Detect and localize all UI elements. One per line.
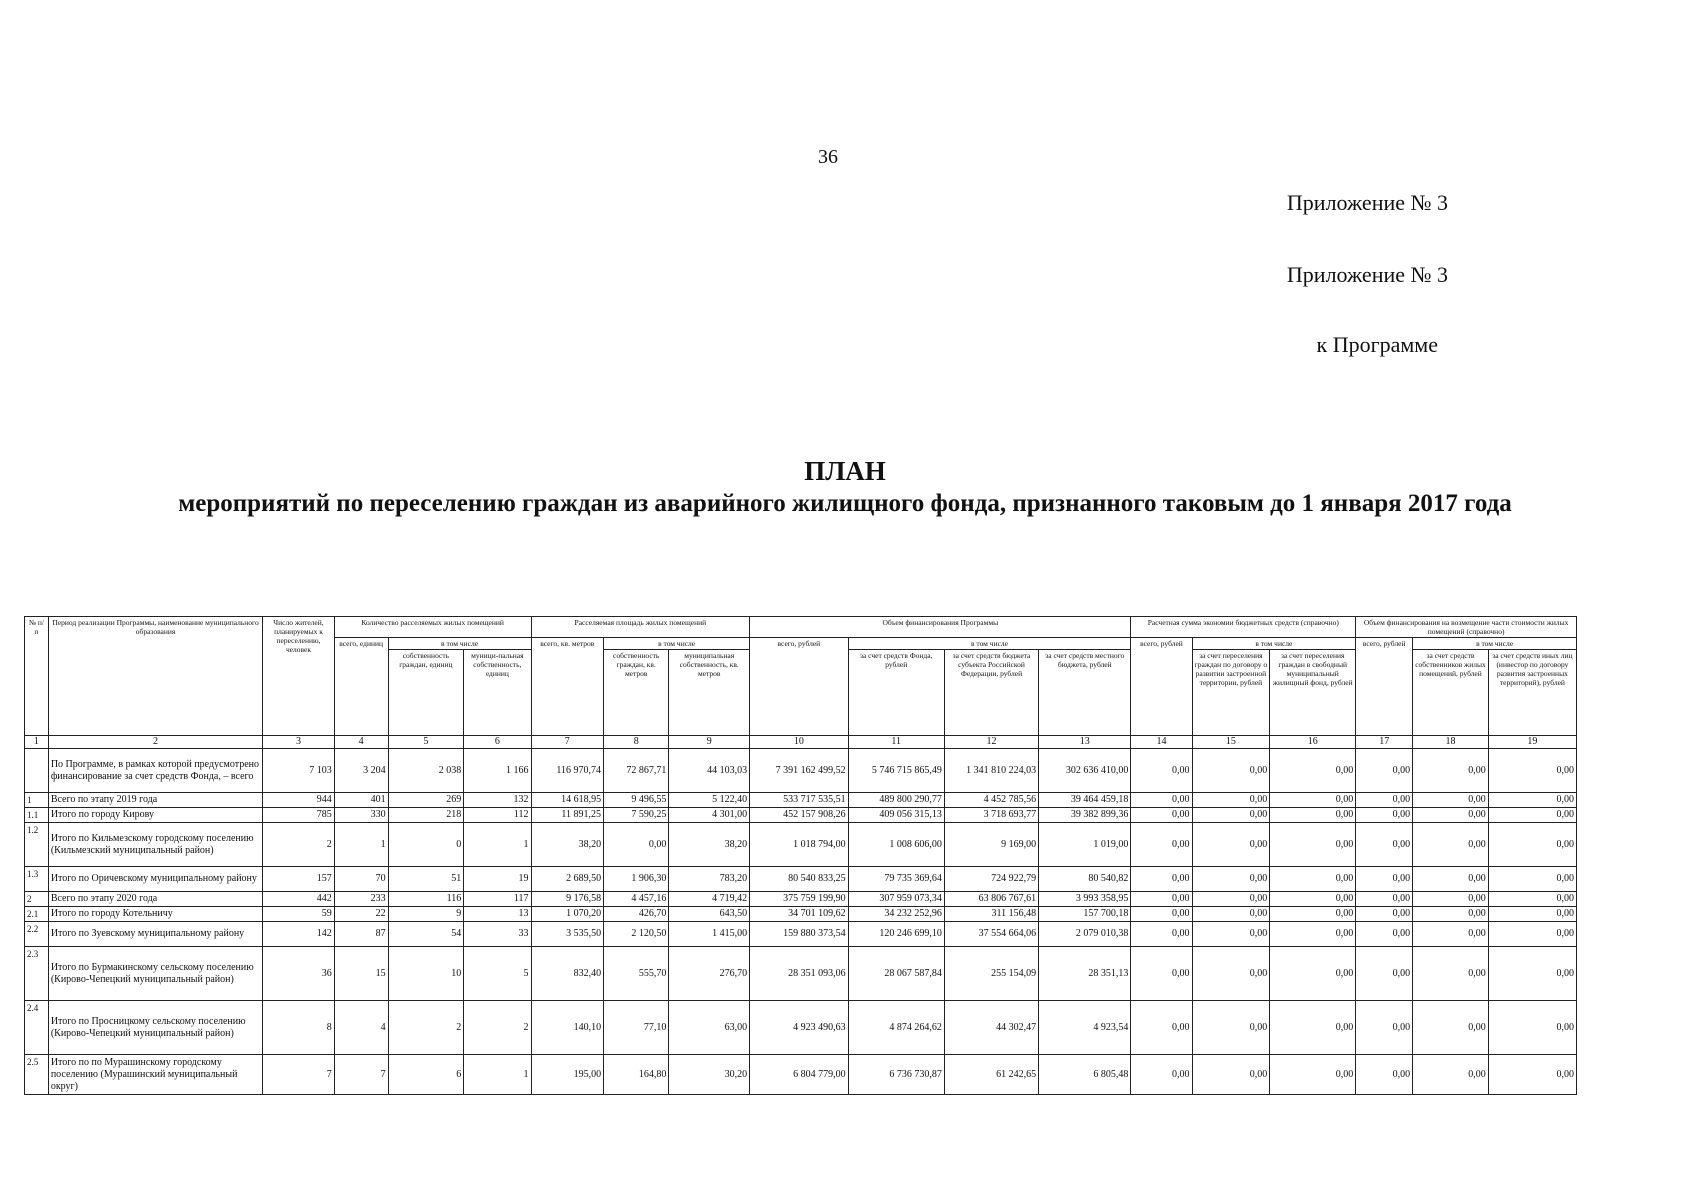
table-cell: 0,00	[1192, 907, 1270, 922]
row-number: 2.3	[25, 947, 49, 1001]
table-cell: 44 302,47	[944, 1001, 1038, 1055]
plan-title: ПЛАН	[804, 456, 886, 486]
plan-subtitle: мероприятий по переселению граждан из аварийного жилищного фонда, признанного таковым до 1 января 2017 года	[178, 490, 1512, 517]
column-number: 16	[1270, 736, 1356, 749]
table-cell: 0,00	[1270, 947, 1356, 1001]
table-cell: 0,00	[1413, 1055, 1489, 1095]
table-cell: 0,00	[1131, 823, 1192, 867]
table-cell: 0,00	[1270, 808, 1356, 823]
table-cell: 0,00	[1270, 1055, 1356, 1095]
table-cell: 0,00	[1192, 808, 1270, 823]
header-economy-total: всего, рублей	[1131, 638, 1192, 736]
table-cell: 0,00	[1192, 1001, 1270, 1055]
table-cell: 159 880 373,54	[750, 922, 848, 947]
table-cell: 72 867,71	[604, 749, 669, 793]
header-in-that: в том числе	[848, 638, 1131, 650]
row-number: 1.1	[25, 808, 49, 823]
table-cell: 0,00	[1488, 922, 1576, 947]
column-number: 18	[1413, 736, 1489, 749]
table-cell: 269	[388, 793, 464, 808]
table-row	[25, 793, 1577, 808]
table-cell: 7 103	[263, 749, 334, 793]
table-cell: 0,00	[1488, 808, 1576, 823]
table-cell: 0,00	[1488, 1001, 1576, 1055]
table-cell: 0,00	[1488, 907, 1576, 922]
table-cell: 61 242,65	[944, 1055, 1038, 1095]
table-cell: 34 232 252,96	[848, 907, 944, 922]
table-cell: 22	[334, 907, 388, 922]
column-number: 4	[334, 736, 388, 749]
column-number: 17	[1356, 736, 1413, 749]
table-cell: 0,00	[1356, 867, 1413, 892]
header-in-that: в том числе	[1413, 638, 1577, 650]
table-cell: 0,00	[1270, 892, 1356, 907]
table-cell: 0,00	[1270, 867, 1356, 892]
table-cell: 117	[464, 892, 531, 907]
table-cell: 87	[334, 922, 388, 947]
table-cell: 4 452 785,56	[944, 793, 1038, 808]
table-cell: 0,00	[1413, 947, 1489, 1001]
table-cell: 38,20	[531, 823, 604, 867]
table-cell: 11 891,25	[531, 808, 604, 823]
table-cell: 442	[263, 892, 334, 907]
table-cell: 39 382 899,36	[1039, 808, 1131, 823]
header-reimbursement-other: за счет средств иных лиц (инвестор по договору развития застроенных территорий), рублей	[1488, 650, 1576, 736]
header-reimbursement-group: Объем финансирования на возмещение части стоимости жилых помещений (справочно)	[1356, 617, 1577, 638]
table-cell: 8	[263, 1001, 334, 1055]
table-cell: 0,00	[1131, 947, 1192, 1001]
table-cell: 0,00	[1131, 907, 1192, 922]
table-row	[25, 749, 1577, 793]
table-cell: 7 391 162 499,52	[750, 749, 848, 793]
table-cell: 9 496,55	[604, 793, 669, 808]
table-cell: 3 535,50	[531, 922, 604, 947]
table-cell: 330	[334, 808, 388, 823]
table-cell: 1 008 606,00	[848, 823, 944, 867]
table-cell: 0,00	[1192, 1055, 1270, 1095]
table-cell: 0,00	[1356, 808, 1413, 823]
table-cell: 5 122,40	[669, 793, 750, 808]
table-cell: 120 246 699,10	[848, 922, 944, 947]
header-in-that: в том числе	[604, 638, 750, 650]
column-number: 3	[263, 736, 334, 749]
table-cell: 5 746 715 865,49	[848, 749, 944, 793]
table-cell: 79 735 369,64	[848, 867, 944, 892]
table-cell: 276,70	[669, 947, 750, 1001]
table-cell: 0,00	[1270, 749, 1356, 793]
row-name: Итого по городу Кирову	[48, 808, 262, 823]
table-cell: 0,00	[1488, 892, 1576, 907]
table-cell: 307 959 073,34	[848, 892, 944, 907]
table-cell: 2	[263, 823, 334, 867]
row-name: По Программе, в рамках которой предусмотрено финансирование за счет средств Фонда, – всего	[48, 749, 262, 793]
header-reimbursement-total: всего, рублей	[1356, 638, 1413, 736]
row-name: Итого по городу Котельничу	[48, 907, 262, 922]
table-cell: 0,00	[1413, 793, 1489, 808]
column-number: 14	[1131, 736, 1192, 749]
table-cell: 1 166	[464, 749, 531, 793]
table-cell: 157 700,18	[1039, 907, 1131, 922]
row-name: Всего по этапу 2019 года	[48, 793, 262, 808]
table-cell: 0,00	[1270, 1001, 1356, 1055]
table-cell: 0,00	[1356, 907, 1413, 922]
table-row	[25, 823, 1577, 867]
table-cell: 0,00	[1131, 808, 1192, 823]
table-cell: 51	[388, 867, 464, 892]
table-cell: 36	[263, 947, 334, 1001]
table-cell: 34 701 109,62	[750, 907, 848, 922]
header-area-group: Расселяемая площадь жилых помещений	[531, 617, 750, 638]
header-economy-development: за счет переселения граждан по договору о развитии застроенной территории, рублей	[1192, 650, 1270, 736]
table-cell: 409 056 315,13	[848, 808, 944, 823]
table-cell: 832,40	[531, 947, 604, 1001]
row-name: Итого по Зуевскому муниципальному району	[48, 922, 262, 947]
row-number: 1	[25, 793, 49, 808]
table-cell: 375 759 199,90	[750, 892, 848, 907]
header-in-that: в том числе	[1192, 638, 1356, 650]
table-cell: 0,00	[1413, 808, 1489, 823]
table-cell: 63,00	[669, 1001, 750, 1055]
appendix-label-repeat: Приложение № 3	[1286, 262, 1448, 287]
column-number-row	[25, 736, 1577, 749]
table-cell: 0,00	[1356, 892, 1413, 907]
table-cell: 0,00	[1192, 823, 1270, 867]
row-name: Итого по Бурмакинскому сельскому поселению (Кирово-Чепецкий муниципальный район)	[48, 947, 262, 1001]
table-cell: 302 636 410,00	[1039, 749, 1131, 793]
table-cell: 3 204	[334, 749, 388, 793]
table-cell: 38,20	[669, 823, 750, 867]
table-cell: 0,00	[1413, 1001, 1489, 1055]
table-cell: 0,00	[1413, 823, 1489, 867]
table-cell: 77,10	[604, 1001, 669, 1055]
table-cell: 0,00	[1192, 793, 1270, 808]
header-finance-subject: за счет средств бюджета субъекта Российской Федерации, рублей	[944, 650, 1038, 736]
table-cell: 2 079 010,38	[1039, 922, 1131, 947]
table-cell: 3 718 693,77	[944, 808, 1038, 823]
table-cell: 1	[464, 823, 531, 867]
table-cell: 0,00	[1270, 823, 1356, 867]
header-economy-group: Расчетная сумма экономии бюджетных средств (справочно)	[1131, 617, 1356, 638]
table-cell: 0,00	[1413, 749, 1489, 793]
table-cell: 0,00	[1356, 1001, 1413, 1055]
row-number: 2.1	[25, 907, 49, 922]
table-cell: 80 540,82	[1039, 867, 1131, 892]
table-cell: 7	[263, 1055, 334, 1095]
table-cell: 1 019,00	[1039, 823, 1131, 867]
table-cell: 0,00	[1356, 947, 1413, 1001]
column-number: 12	[944, 736, 1038, 749]
table-cell: 2 038	[388, 749, 464, 793]
table-cell: 0,00	[1192, 947, 1270, 1001]
table-row	[25, 1001, 1577, 1055]
row-number: 2.5	[25, 1055, 49, 1095]
table-cell: 2 120,50	[604, 922, 669, 947]
table-cell: 311 156,48	[944, 907, 1038, 922]
table-cell: 1 415,00	[669, 922, 750, 947]
table-cell: 4	[334, 1001, 388, 1055]
table-cell: 2	[464, 1001, 531, 1055]
column-number: 15	[1192, 736, 1270, 749]
header-in-that: в том числе	[388, 638, 531, 650]
table-cell: 39 464 459,18	[1039, 793, 1131, 808]
header-finance-local: за счет средств местного бюджета, рублей	[1039, 650, 1131, 736]
table-cell: 6 804 779,00	[750, 1055, 848, 1095]
row-number: 1.2	[25, 823, 49, 867]
table-cell: 0,00	[1131, 867, 1192, 892]
table-cell: 70	[334, 867, 388, 892]
table-cell: 116	[388, 892, 464, 907]
header-finance-total: всего, рублей	[750, 638, 848, 736]
table-cell: 0,00	[1131, 1055, 1192, 1095]
table-cell: 140,10	[531, 1001, 604, 1055]
appendix-label: Приложение № 3	[1286, 190, 1448, 215]
table-cell: 255 154,09	[944, 947, 1038, 1001]
table-cell: 7	[334, 1055, 388, 1095]
table-cell: 142	[263, 922, 334, 947]
header-area-municipal: муниципальная собственность, кв. метров	[669, 650, 750, 736]
table-cell: 0,00	[604, 823, 669, 867]
table-cell: 0,00	[1131, 749, 1192, 793]
table-cell: 0,00	[1413, 907, 1489, 922]
column-number: 2	[48, 736, 262, 749]
table-cell: 401	[334, 793, 388, 808]
table-cell: 9 176,58	[531, 892, 604, 907]
table-cell: 28 351 093,06	[750, 947, 848, 1001]
table-cell: 0,00	[1356, 922, 1413, 947]
table-cell: 132	[464, 793, 531, 808]
table-cell: 489 800 290,77	[848, 793, 944, 808]
column-number: 9	[669, 736, 750, 749]
table-cell: 1 906,30	[604, 867, 669, 892]
table-cell: 643,50	[669, 907, 750, 922]
table-cell: 4 874 264,62	[848, 1001, 944, 1055]
header-reimbursement-owners: за счет средств собственников жилых помещений, рублей	[1413, 650, 1489, 736]
table-cell: 0,00	[1356, 1055, 1413, 1095]
header-economy-free-fund: за счет переселения граждан в свободный муниципальный жилищный фонд, рублей	[1270, 650, 1356, 736]
table-cell: 6 805,48	[1039, 1055, 1131, 1095]
header-rooms-group: Количество расселяемых жилых помещений	[334, 617, 531, 638]
table-cell: 1 018 794,00	[750, 823, 848, 867]
program-ref: к Программе	[1316, 332, 1438, 357]
table-cell: 37 554 664,06	[944, 922, 1038, 947]
table-cell: 1 341 810 224,03	[944, 749, 1038, 793]
table-cell: 0,00	[1488, 749, 1576, 793]
table-cell: 116 970,74	[531, 749, 604, 793]
table-cell: 13	[464, 907, 531, 922]
header-rooms-municipal: муници-пальная собственность, единиц	[464, 650, 531, 736]
table-cell: 0,00	[1131, 922, 1192, 947]
header-residents: Число жителей, планируемых к переселению, человек	[263, 617, 334, 736]
table-cell: 0,00	[1131, 892, 1192, 907]
table-cell: 0,00	[1192, 892, 1270, 907]
page-number: 36	[818, 146, 838, 168]
table-cell: 14 618,95	[531, 793, 604, 808]
table-row	[25, 922, 1577, 947]
table-cell: 0,00	[1131, 1001, 1192, 1055]
table-cell: 4 457,16	[604, 892, 669, 907]
table-cell: 1	[464, 1055, 531, 1095]
header-area-citizens: собственность граждан, кв. метров	[604, 650, 669, 736]
table-cell: 0,00	[1413, 892, 1489, 907]
table-cell: 233	[334, 892, 388, 907]
row-name: Итого по Кильмезскому городскому поселению (Кильмезский муниципальный район)	[48, 823, 262, 867]
table-cell: 4 301,00	[669, 808, 750, 823]
table-row	[25, 892, 1577, 907]
table-cell: 783,20	[669, 867, 750, 892]
table-cell: 10	[388, 947, 464, 1001]
header-period: Период реализации Программы, наименование муниципального образования	[48, 617, 262, 736]
row-number: 2.4	[25, 1001, 49, 1055]
table-cell: 3 993 358,95	[1039, 892, 1131, 907]
table-cell: 4 719,42	[669, 892, 750, 907]
header-rooms-total: всего, единиц	[334, 638, 388, 736]
table-cell: 157	[263, 867, 334, 892]
table-cell: 555,70	[604, 947, 669, 1001]
table-cell: 54	[388, 922, 464, 947]
table-cell: 452 157 908,26	[750, 808, 848, 823]
row-name: Итого по Оричевскому муниципальному району	[48, 867, 262, 892]
table-cell: 0,00	[1270, 793, 1356, 808]
row-number: 2.2	[25, 922, 49, 947]
table-row	[25, 1055, 1577, 1095]
table-cell: 0,00	[1192, 922, 1270, 947]
table-cell: 9 169,00	[944, 823, 1038, 867]
column-number: 6	[464, 736, 531, 749]
table-cell: 0,00	[1356, 793, 1413, 808]
table-cell: 0,00	[1192, 867, 1270, 892]
table-cell: 5	[464, 947, 531, 1001]
table-cell: 0,00	[1488, 823, 1576, 867]
table-cell: 112	[464, 808, 531, 823]
table-cell: 0,00	[1270, 907, 1356, 922]
table-row	[25, 907, 1577, 922]
table-cell: 6 736 730,87	[848, 1055, 944, 1095]
table-cell: 0,00	[1488, 947, 1576, 1001]
column-number: 5	[388, 736, 464, 749]
table-cell: 426,70	[604, 907, 669, 922]
column-number: 8	[604, 736, 669, 749]
column-number: 13	[1039, 736, 1131, 749]
table-cell: 0	[388, 823, 464, 867]
table-cell: 164,80	[604, 1055, 669, 1095]
table-cell: 0,00	[1488, 793, 1576, 808]
table-cell: 0,00	[1192, 749, 1270, 793]
table-cell: 218	[388, 808, 464, 823]
row-number: 1.3	[25, 867, 49, 892]
table-row	[25, 808, 1577, 823]
column-number: 10	[750, 736, 848, 749]
column-number: 1	[25, 736, 49, 749]
table-cell: 63 806 767,61	[944, 892, 1038, 907]
table-cell: 944	[263, 793, 334, 808]
table-cell: 1	[334, 823, 388, 867]
table-cell: 785	[263, 808, 334, 823]
row-name: Итого по Просницкому сельскому поселению (Кирово-Чепецкий муниципальный район)	[48, 1001, 262, 1055]
table-cell: 0,00	[1131, 793, 1192, 808]
table-cell: 533 717 535,51	[750, 793, 848, 808]
table-cell: 28 351,13	[1039, 947, 1131, 1001]
table-cell: 30,20	[669, 1055, 750, 1095]
table-cell: 0,00	[1413, 867, 1489, 892]
table-cell: 724 922,79	[944, 867, 1038, 892]
table-cell: 1 070,20	[531, 907, 604, 922]
header-num: № п/п	[25, 617, 49, 736]
column-number: 7	[531, 736, 604, 749]
table-cell: 4 923 490,63	[750, 1001, 848, 1055]
plan-table	[24, 616, 1577, 1095]
table-cell: 4 923,54	[1039, 1001, 1131, 1055]
table-cell: 195,00	[531, 1055, 604, 1095]
table-row	[25, 947, 1577, 1001]
table-cell: 15	[334, 947, 388, 1001]
table-cell: 33	[464, 922, 531, 947]
row-number: 2	[25, 892, 49, 907]
table-cell: 44 103,03	[669, 749, 750, 793]
column-number: 11	[848, 736, 944, 749]
table-cell: 19	[464, 867, 531, 892]
header-rooms-citizens: собственность граждан, единиц	[388, 650, 464, 736]
table-cell: 2 689,50	[531, 867, 604, 892]
table-cell: 0,00	[1356, 749, 1413, 793]
header-area-total: всего, кв. метров	[531, 638, 604, 736]
table-cell: 0,00	[1488, 867, 1576, 892]
row-name: Итого по по Мурашинскому городскому поселению (Мурашинский муниципальный округ)	[48, 1055, 262, 1095]
table-cell: 28 067 587,84	[848, 947, 944, 1001]
row-number	[25, 749, 49, 793]
table-cell: 0,00	[1356, 823, 1413, 867]
table-cell: 6	[388, 1055, 464, 1095]
header-finance-group: Объем финансирования Программы	[750, 617, 1131, 638]
table-cell: 2	[388, 1001, 464, 1055]
table-cell: 80 540 833,25	[750, 867, 848, 892]
column-number: 19	[1488, 736, 1576, 749]
table-cell: 7 590,25	[604, 808, 669, 823]
table-cell: 0,00	[1488, 1055, 1576, 1095]
table-cell: 59	[263, 907, 334, 922]
header-finance-fund: за счет средств Фонда, рублей	[848, 650, 944, 736]
table-cell: 9	[388, 907, 464, 922]
table-cell: 0,00	[1413, 922, 1489, 947]
table-cell: 0,00	[1270, 922, 1356, 947]
row-name: Всего по этапу 2020 года	[48, 892, 262, 907]
table-row	[25, 867, 1577, 892]
